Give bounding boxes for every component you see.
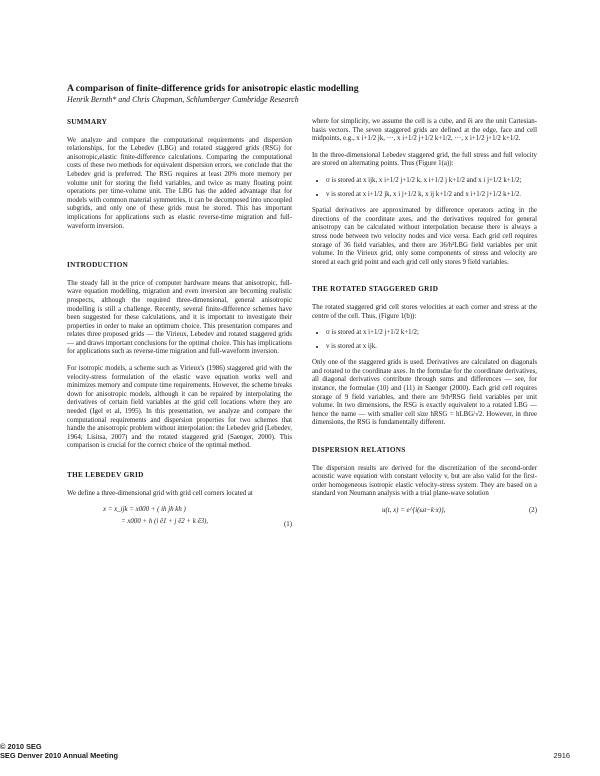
equation-1-line-2: = x000 + h (i ê1 + j ê2 + k ê3), bbox=[121, 517, 209, 525]
introduction-paragraph-1: The steady fall in the price of computer hardware means that anisotropic, full-wave equation modelling, migration and even inversion are becoming realistic prospects, although the required three-dimensional, general anisotropic modelling is still a challenge. Recently, several finite-difference schemes have been suggested for these calculations, and it is important to investigate their properties in order to make an optimum choice. This presentation compares and relates three proposed grids — the Virieux, Lebedev and rotated staggered grids — and draws important conclusions for the optimal choice. This has implications for applications such as reverse-time migration and full-waveform inversion. bbox=[67, 279, 292, 356]
equation-2-number: (2) bbox=[528, 507, 537, 514]
lebedev-paragraph: We define a three-dimensional grid with grid cell corners located at bbox=[67, 489, 253, 497]
rsg-heading: THE ROTATED STAGGERED GRID bbox=[312, 285, 439, 294]
page-number: 2916 bbox=[553, 751, 570, 760]
dispersion-paragraph: The dispersion results are derived for the discretization of the second-order acoustic wave equation with constant velocity v, but are also valid for the first-order homogeneous isotropic elastic velocity-stress system. They are based on a standard von Neumann analysis with a trial plane-wave solution bbox=[312, 464, 537, 498]
left-column bbox=[67, 118, 292, 533]
lebedev-storage-paragraph: In the three-dimensional Lebedev staggered grid, the full stress and full velocity are stored on alternating points. Thus (Figure 1(a)): bbox=[312, 151, 537, 168]
rsg-bullet-velocity: • v is stored at x ijk. bbox=[326, 343, 537, 352]
summary-heading: SUMMARY bbox=[67, 118, 108, 126]
equation-1-line-1: x = x_ijk = x000 + ( ih jh kh ) bbox=[103, 506, 186, 514]
lebedev-bullet-list bbox=[312, 177, 537, 199]
rsg-bullet-stress: • σ is stored at x i+1/2 j+1/2 k+1/2; bbox=[326, 329, 537, 338]
lebedev-continued-paragraph: where for simplicity, we assume the cell is a cube, and êi are the unit Cartesian-basis vectors. The seven staggered grids are defined at the edge, face and cell midpoints, e.g., x i+1/2 jk, ···, x i+1/2 j+1/2 k+1/2, ···, x i+1/2 j+1/2 k+1/2. bbox=[312, 118, 537, 143]
footer-meeting: SEG Denver 2010 Annual Meeting bbox=[0, 751, 119, 760]
summary-paragraph: We analyze and compare the computational requirements and dispersion relationships, for the Lebedev (LBG) and rotated staggered grids (RSG) for anisotropic,elastic finite-difference calculations. Comparing the computational costs of these two methods for equivalent dispersion errors, we conclude that the Lebedev grid is preferred. The RSG requires at least 20% more memory per volume unit for storing the field variables, and twice as many floating point operations per time-volume unit. The LBG has the added advantage that for models with common material symmetries, it can be decomposed into uncoupled subgrids, and only one of these grids must be stored. This has important implications for applications such as elastic reverse-time migration and full-waveform inversion. bbox=[67, 136, 292, 230]
lebedev-heading: THE LEBEDEV GRID bbox=[67, 471, 144, 479]
footer-left bbox=[0, 742, 118, 760]
derivatives-paragraph: Spatial derivatives are approximated by difference operators acting in the directions of the coordinate axes, and the derivatives required for general anisotropy can be calculated without interpolation because there is always a stress node between two velocity nodes and vice versa. Each grid cell requires storage of 36 field variables, and there are 36/h³LBG field variables per unit volume. In the Virieux grid, only some components of stress and velocity are stored at each grid point and each grid cell only stores 9 field variables. bbox=[312, 207, 537, 266]
dispersion-heading: DISPERSION RELATIONS bbox=[312, 446, 406, 455]
equation-1 bbox=[67, 506, 292, 529]
equation-1-number: (1) bbox=[283, 520, 292, 528]
right-column bbox=[312, 118, 537, 522]
rsg-paragraph-1: The rotated staggered grid cell stores velocities at each corner and stress at the centre of the cell. Thus, (Figure 1(b)): bbox=[312, 303, 537, 320]
introduction-heading: INTRODUCTION bbox=[67, 261, 129, 270]
introduction-paragraph-2: For isotropic models, a scheme such as Virieux's (1986) staggered grid with the velocity-stress formulation of the elastic wave equation works well and minimizes memory and compute time requirements. However, the scheme breaks down for anisotropic models, although it can be repaired by interpolating the derivatives of certain field variables at the grid cell locations where they are needed (Igel et al, 1995). In this presentation, we analyze and compare the computational requirements and dispersion properties for two schemes that handle the anisotropic problem without interpolation: the Lebedev grid (Lebedev, 1964; Lisitsa, 2007) and the rotated staggered grid (Saenger, 2000). This comparison is crucial for the correct choice of the optimal method. bbox=[67, 365, 292, 450]
footer-copyright: © 2010 SEG bbox=[0, 742, 42, 751]
lebedev-bullet-velocity: • v is stored at x i+1/2 jk, x i j+1/2 k, x ij k+1/2 and x i+1/2 j+1/2 k+1/2. bbox=[326, 191, 537, 200]
equation-2-body: u(t, x) = e^{i(ωt−k·x)}, bbox=[382, 507, 446, 514]
lebedev-bullet-stress: • σ is stored at x ijk, x i+1/2 j+1/2 k, x i+1/2 j k+1/2 and x i j+1/2 k+1/2; bbox=[326, 177, 537, 186]
paper-authors: Henrik Bernth* and Chris Chapman, Schlumberger Cambridge Research bbox=[67, 95, 299, 104]
rsg-paragraph-2: Only one of the staggered grids is used. Derivatives are calculated on diagonals and rotated to the coordinate axes. In the formulae for the coordinate derivatives, all diagonal derivatives contribute through sums and differences — see, for instance, the formulae (10) and (11) in Saenger (2000). Each grid cell requires storage of 9 field variables, and there are 9/h³RSG field variables per unit volume. In two dimensions, the RSG is exactly equivalent to a rotated LBG — hence the name — with smaller cell size hRSG = hLBG/√2. However, in three dimensions, the RSG is fundamentally different. bbox=[312, 359, 537, 427]
paper-title: A comparison of finite-difference grids for anisotropic elastic modelling bbox=[67, 83, 359, 94]
equation-2 bbox=[312, 507, 537, 516]
rsg-bullet-list bbox=[312, 329, 537, 351]
